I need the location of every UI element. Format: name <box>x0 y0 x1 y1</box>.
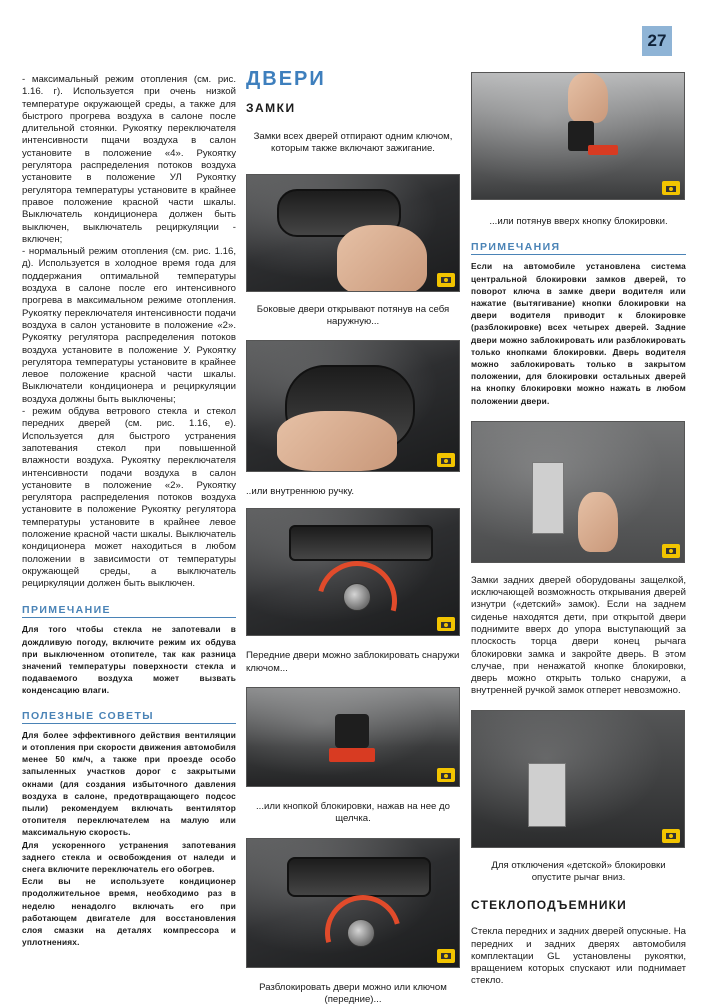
caption-key-lock: Передние двери можно заблокировать снаружи ключом... <box>246 650 460 674</box>
column-middle <box>246 68 460 1006</box>
camera-icon <box>662 544 680 558</box>
child-lock-paragraph: Замки задних дверей оборудованы защелкой, исключающей возможность открывания дверей изнутри («детский» замок). Если на заднем сиденье находятся дети, при открытой двери поднимите вверх до упора выступающий за плоскость торца двери конец рычага блокировки замка и закройте дверь. В этом случае, при ненажатой кнопке блокировки, дверь можно открыть только снаружи, а внутренней ручкой замок отперет невозможно. <box>471 574 686 697</box>
camera-icon <box>437 949 455 963</box>
locks-heading: ЗАМКИ <box>246 101 296 115</box>
heating-max-paragraph: - максимальный режим отопления (см. рис. 1.16. г). Используется при очень низкой температуре окружающей среды, а также для быстрого прогрева воздуха в салоне после длительной стоянки. Рукоятку переключателя интенсивности пщачи воздуха в салон установите в положение «4». Рукоятку регулятора распределения потоков воздуха установите в положение УЛ Рукоятку регулятора температуры установите в крайнее правое положение красной части шкалы. Выключатель кондиционера должен быть выключен, выключатель рециркуляции - включен; <box>22 74 236 245</box>
caption-pull-button: ...или потянув вверх кнопку блокировки. <box>489 216 668 227</box>
tip-item: Для более эффективного действия вентиляции и отопления при скорости движения автомобиля менее 50 км/ч, а также при проезде особо запыленных участков дорог с закрытыми окнами (для создания избыточного давления воздуха в салоне, предотвращающего подсос пыли) рекомендуем включать вентилятор отопителя переключателем на малую или максимальную скорость. <box>22 729 236 838</box>
caption-lock-button: ...или кнопкой блокировки, нажав на нее до щелчка. <box>255 801 450 825</box>
notes-heading: ПРИМЕЧАНИЯ <box>471 241 686 255</box>
photo-inner-handle <box>246 340 460 472</box>
camera-icon <box>437 768 455 782</box>
page-number: 27 <box>642 26 672 56</box>
defrost-paragraph: - режим обдува ветрового стекла и стекол передних дверей (см. рис. 1.16, е). Используется для быстрого устранения запотевания стекол при повышенной влажности воздуха. Рукоятку переключателя интенсивности подачи воздуха в салон установите в положение «2». Рукоятку регулятора распределения потоков воздуха установите в положение Рукоятку регулятора температуры установите в крайнее левое положение красной части шкалы. Выключатель кондиционера может находиться в любом положении в зависимости от температуры окружающей среды, а выключатель рециркуляции должен быть выключен. <box>22 406 236 590</box>
photo-key-lock <box>246 508 460 636</box>
caption-child-lock: Для отключения «детской» блокировки опустите рычаг вниз. <box>491 859 666 883</box>
note-heading: ПРИМЕЧАНИЕ <box>22 604 236 618</box>
caption-inner-handle: ..или внутреннюю ручку. <box>246 486 355 498</box>
page-title: ДВЕРИ <box>246 68 326 90</box>
camera-icon <box>437 617 455 631</box>
notes-text: Если на автомобиле установлена система центральной блокировки замков дверей, то поворот ключа в замке двери водителя или нажатие (вытягивание) кнопки блокировки на двери водителя приводит к блокировке (разблокировке) всех четырех дверей. Задние двери можно заблокировать или разблокировать только кнопками блокировки. Дверь водителя можно заблокировать только в закрытом положении, для блокировки остальных дверей на кнопку блокировки можно нажать в любом положении двери. <box>471 261 686 406</box>
camera-icon <box>662 181 680 195</box>
tip-item: Для ускоренного устранения запотевания заднего стекла и освобождения от наледи и снега включите переключатель его обогрев. <box>22 839 236 874</box>
photo-pull-button <box>471 72 685 200</box>
caption-outer-handle: Боковые двери открывают потянув на себя наружную... <box>256 303 450 327</box>
locks-intro: Замки всех дверей отпирают одним ключом, которым также включают зажигание. <box>253 131 453 155</box>
column-left <box>22 74 236 948</box>
note-text: Для того чтобы стекла не запотевали в дождливую погоду, включите режим их обдува при выключенном отопителе, так как разница значений температуры поверхности стекла и подаваемого воздуха может вызвать конденсацию влаги. <box>22 624 236 696</box>
tip-item: Если вы не используете кондиционер продолжительное время, необходимо раз в неделю ненадолго включать его при работающем двигателе для восстановления слоя смазки на деталях компрессора и уплотнениях. <box>22 876 236 948</box>
window-lifters-paragraph: Стекла передних и задних дверей опускные. На передних и задних дверях автомобиля комплектации GL установлены рукоятки, вращением которых спускают или поднимает стекло. <box>471 926 686 987</box>
column-right <box>471 72 686 988</box>
camera-icon <box>662 829 680 843</box>
camera-icon <box>437 453 455 467</box>
photo-child-lock <box>471 421 685 563</box>
photo-child-lock-lever <box>471 710 685 848</box>
photo-unlock-key <box>246 838 460 968</box>
caption-unlock-key: Разблокировать двери можно или ключом (передние)... <box>259 981 447 1005</box>
window-lifters-heading: СТЕКЛОПОДЪЕМНИКИ <box>471 898 628 913</box>
photo-outer-handle <box>246 174 460 292</box>
camera-icon <box>437 273 455 287</box>
tips-heading: ПОЛЕЗНЫЕ СОВЕТЫ <box>22 710 236 724</box>
heating-normal-paragraph: - нормальный режим отопления (см. рис. 1.16, д). Используется в холодное время года для поддержания оптимальной температуры воздуха в салоне после его интенсивного прогрева в максимальном режиме отопления. Рукоятку переключателя интенсивности подачи воздуха в салон установите в положение «2». Рукоятку регулятора распределения потоков воздуха установите в положение У. Рукоятку регулятора температуры установите в крайнее левое положение красной части шкалы. Выключатели кондиционера и рециркуляции воздуха должны быть выключены; <box>22 246 236 405</box>
photo-lock-button <box>246 687 460 787</box>
